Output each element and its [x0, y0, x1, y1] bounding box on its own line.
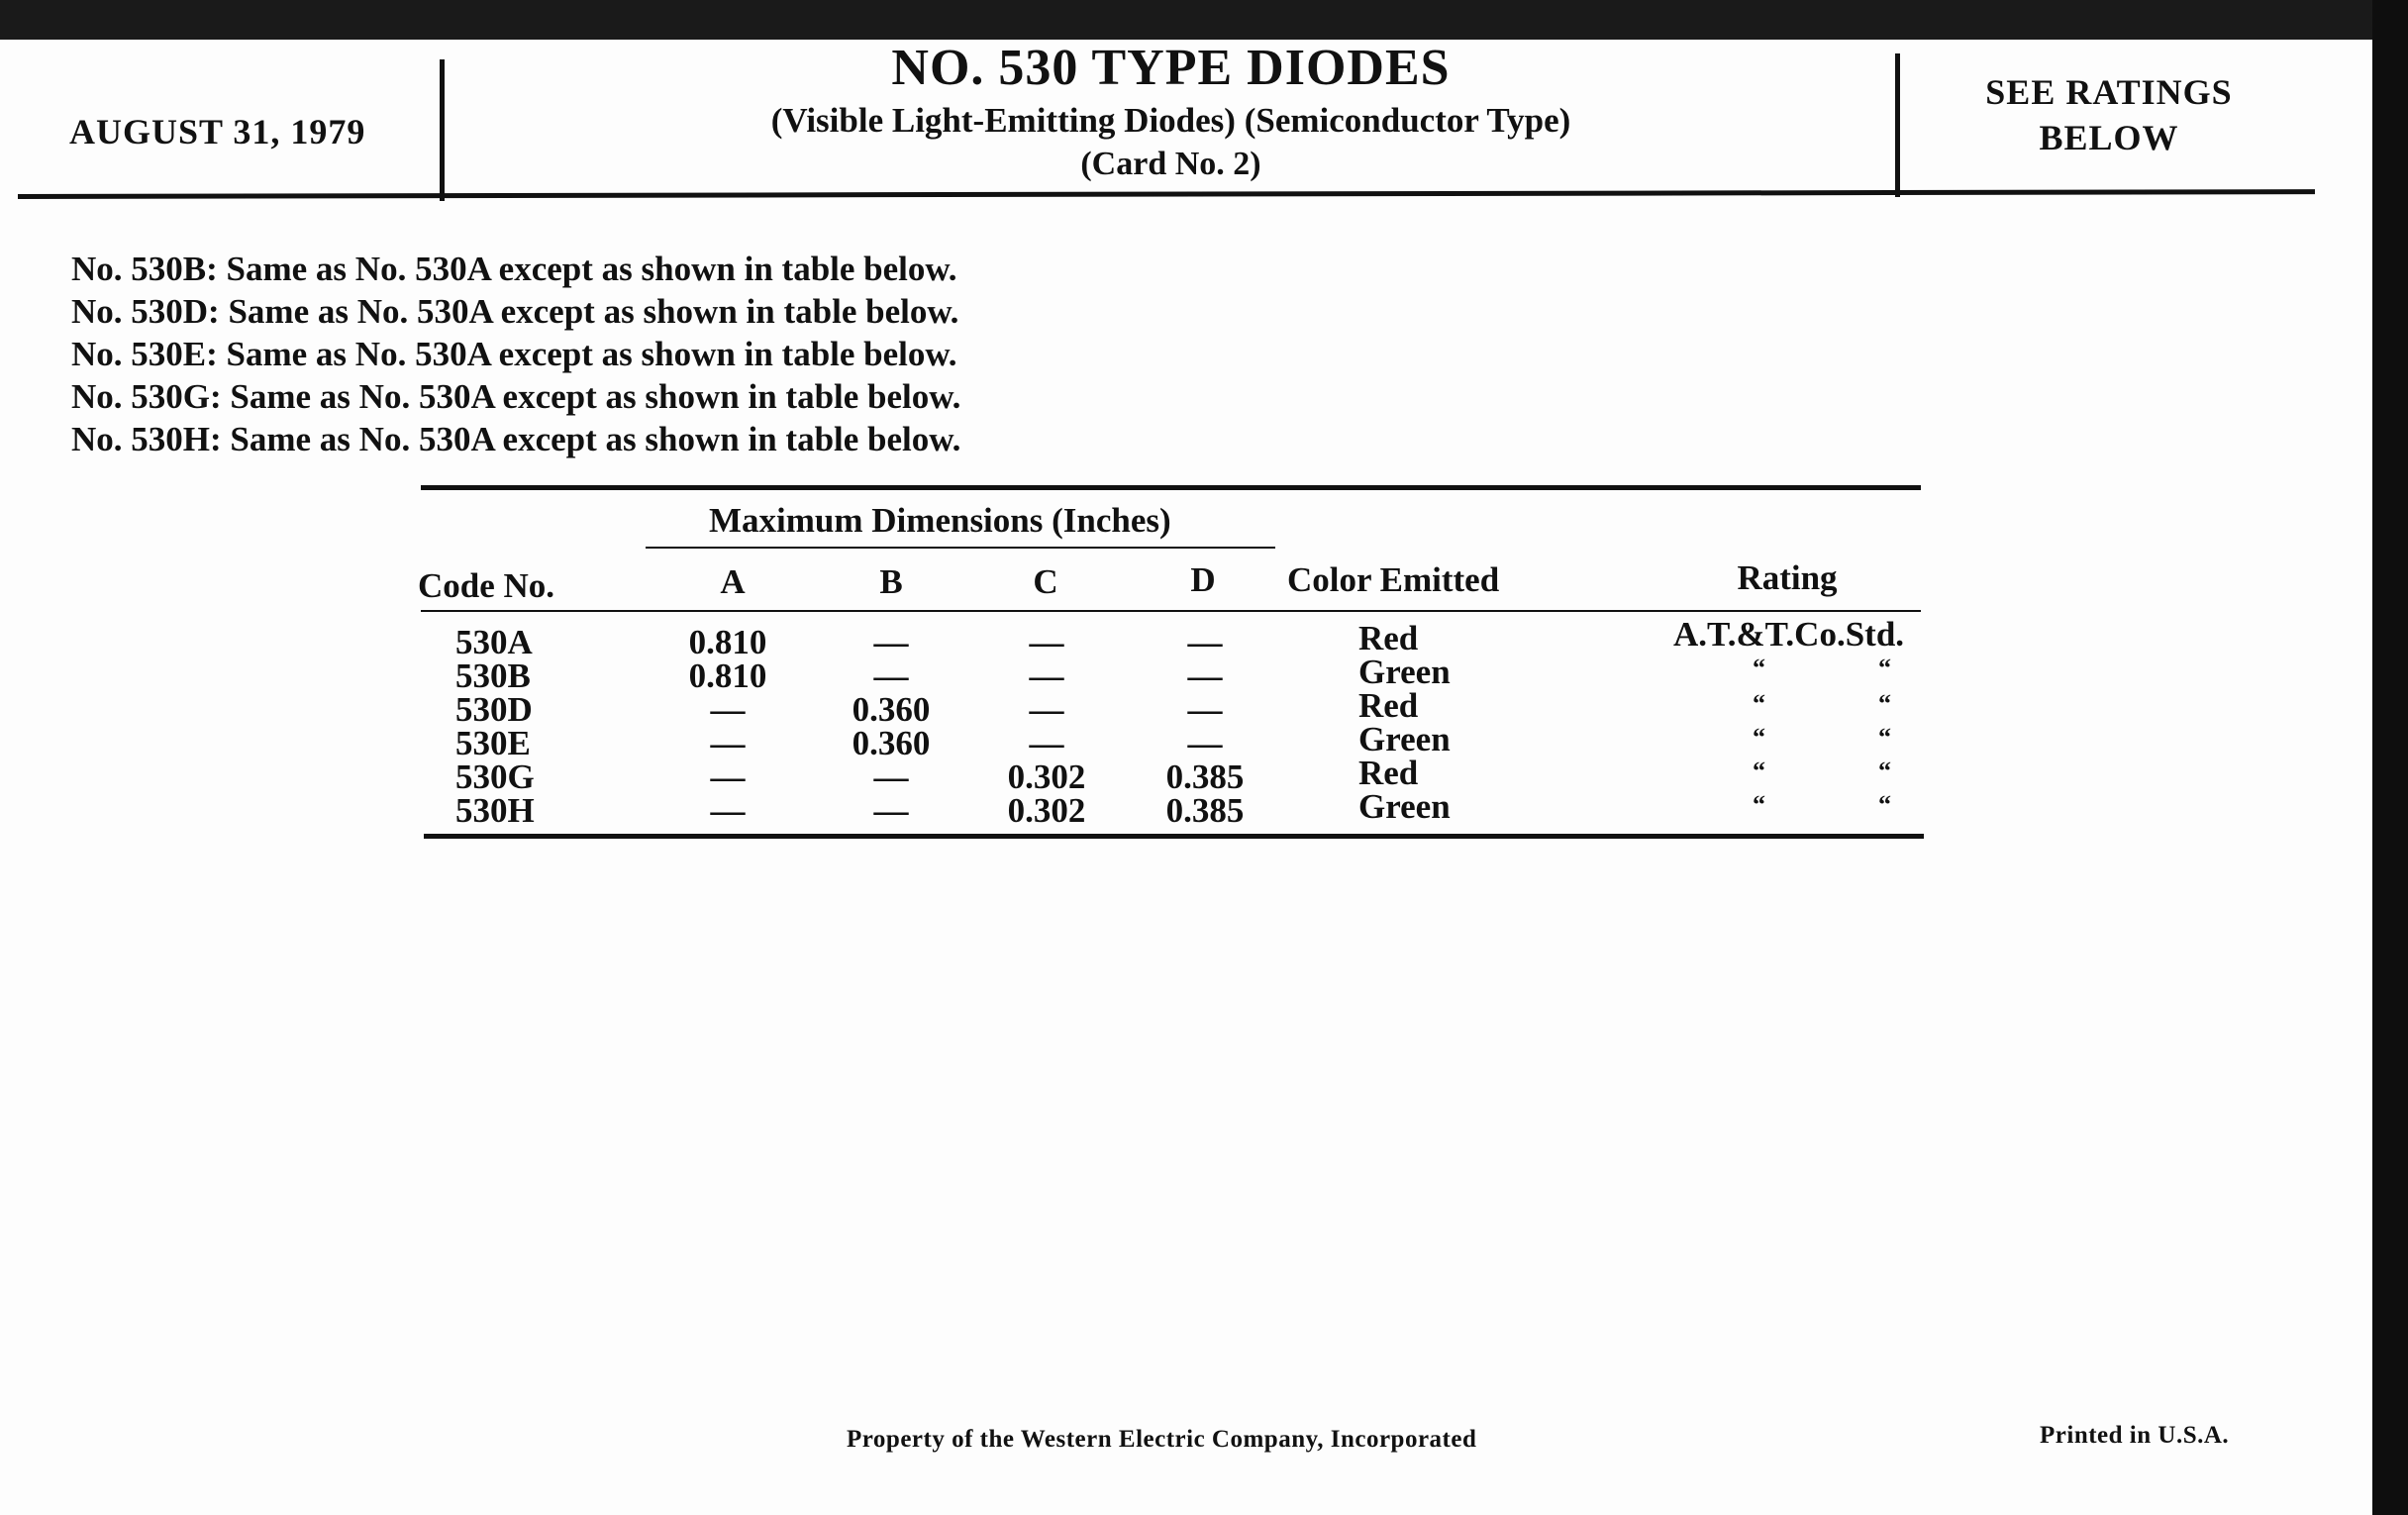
notes-list	[71, 248, 960, 460]
ratings-note	[1901, 69, 2317, 160]
cell-b: —	[873, 758, 909, 796]
group-header-dimensions: Maximum Dimensions (Inches)	[709, 501, 1171, 540]
note-code: No. 530E:	[71, 335, 218, 373]
cell-rating-ditto-left: “	[1753, 654, 1765, 682]
cell-a: —	[710, 690, 746, 729]
cell-code: 530A	[455, 623, 533, 661]
ratings-note-line1: SEE RATINGS	[1985, 72, 2233, 112]
cell-d: 0.385	[1165, 791, 1245, 830]
col-header-b: B	[879, 562, 903, 601]
col-header-color: Color Emitted	[1287, 560, 1500, 599]
cell-d: —	[1187, 690, 1223, 729]
col-header-rating: Rating	[1737, 558, 1838, 597]
cell-d: —	[1187, 623, 1223, 661]
cell-d: —	[1187, 656, 1223, 695]
cell-code: 530G	[455, 758, 535, 796]
note-text: Same as No. 530A except as shown in table below.	[230, 420, 961, 458]
cell-c: 0.302	[1007, 758, 1086, 796]
note-line	[71, 375, 960, 418]
cell-a: 0.810	[688, 656, 767, 695]
col-header-code: Code No.	[418, 566, 555, 605]
note-code: No. 530H:	[71, 420, 222, 458]
col-header-c: C	[1033, 562, 1058, 601]
cell-c: —	[1029, 690, 1064, 729]
cell-rating-ditto-left: “	[1753, 757, 1765, 785]
issue-date: AUGUST 31, 1979	[69, 112, 366, 152]
cell-color: Red	[1358, 754, 1419, 792]
cell-code: 530H	[455, 791, 535, 830]
cell-a: 0.810	[688, 623, 767, 661]
ratings-note-line2: BELOW	[2039, 118, 2179, 157]
cell-c: —	[1029, 724, 1064, 762]
cell-rating-ditto-left: “	[1753, 723, 1765, 752]
table-top-rule	[421, 485, 1921, 490]
cell-c: —	[1029, 656, 1064, 695]
cell-a: —	[710, 724, 746, 762]
table-bottom-rule	[424, 834, 1924, 839]
cell-a: —	[710, 791, 746, 830]
note-text: Same as No. 530A except as shown in table below.	[226, 335, 957, 373]
cell-rating-ditto-right: “	[1878, 654, 1891, 682]
cell-b: 0.360	[852, 690, 931, 729]
note-line	[71, 333, 960, 375]
cell-c: 0.302	[1007, 791, 1086, 830]
page-title: NO. 530 TYPE DIODES	[891, 40, 1451, 96]
cell-b: 0.360	[852, 724, 931, 762]
cell-code: 530E	[455, 724, 531, 762]
cell-color: Green	[1358, 720, 1451, 758]
cell-color: Green	[1358, 787, 1451, 826]
cell-color: Red	[1358, 686, 1419, 725]
cell-d: 0.385	[1165, 758, 1245, 796]
printed-notice: Printed in U.S.A.	[2040, 1422, 2230, 1449]
cell-color: Green	[1358, 653, 1451, 691]
group-header-rule	[646, 547, 1275, 549]
note-line	[71, 418, 960, 460]
header-title-block	[446, 38, 1896, 186]
col-header-a: A	[720, 562, 746, 601]
cell-a: —	[710, 758, 746, 796]
cell-rating: A.T.&T.Co.Std.	[1673, 615, 1905, 654]
note-code: No. 530G:	[71, 377, 222, 416]
page-subtitle: (Visible Light-Emitting Diodes) (Semiconductor Type)	[770, 101, 1571, 140]
cell-rating-ditto-left: “	[1753, 689, 1765, 718]
header-divider-left	[440, 59, 445, 201]
cell-c: —	[1029, 623, 1064, 661]
scan-edge	[2372, 0, 2408, 1515]
note-line	[71, 290, 960, 333]
cell-d: —	[1187, 724, 1223, 762]
cell-rating-ditto-right: “	[1878, 723, 1891, 752]
note-text: Same as No. 530A except as shown in table below.	[230, 377, 961, 416]
note-code: No. 530D:	[71, 292, 220, 331]
header-divider-right	[1895, 53, 1900, 197]
cell-b: —	[873, 791, 909, 830]
cell-rating-ditto-right: “	[1878, 757, 1891, 785]
property-notice: Property of the Western Electric Company, Incorporated	[847, 1426, 1477, 1453]
cell-rating-ditto-left: “	[1753, 790, 1765, 819]
note-code: No. 530B:	[71, 250, 218, 288]
cell-code: 530B	[455, 656, 531, 695]
cell-b: —	[873, 623, 909, 661]
note-text: Same as No. 530A except as shown in table below.	[226, 250, 957, 288]
header-bottom-rule	[421, 610, 1921, 612]
note-line	[71, 248, 960, 290]
cell-b: —	[873, 656, 909, 695]
note-text: Same as No. 530A except as shown in table below.	[228, 292, 959, 331]
card-number: (Card No. 2)	[1080, 146, 1261, 182]
cell-color: Red	[1358, 619, 1419, 657]
col-header-d: D	[1190, 560, 1216, 599]
cell-rating-ditto-right: “	[1878, 689, 1891, 718]
cell-rating-ditto-right: “	[1878, 790, 1891, 819]
cell-code: 530D	[455, 690, 533, 729]
